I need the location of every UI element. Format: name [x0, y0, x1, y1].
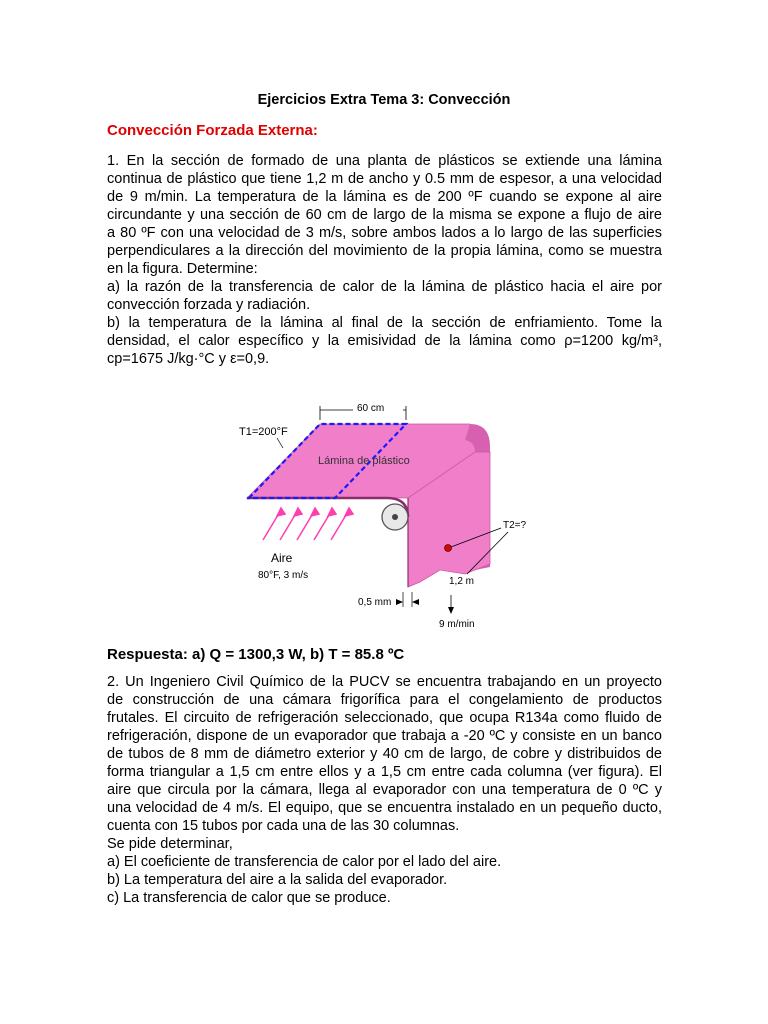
- t2-marker: [445, 545, 452, 552]
- t1-leader: [277, 438, 283, 448]
- text-line: cp=1675 J/kg·°C y ε=0,9.: [107, 351, 270, 367]
- roller-axle: [392, 514, 398, 520]
- text-line: a 80 ºF con una velocidad de 3 m/s, sobre ambos lados a lo largo de las superficies: [107, 225, 662, 241]
- exercise-1-text: [107, 152, 662, 368]
- text-line: continua de plástico que tiene 1,2 m de ancho y 0.5 mm de espesor, a una velocidad: [107, 171, 662, 187]
- text-line: aire que circula por la cámara, llega al evaporador con una temperatura de 0 ºC y: [107, 782, 662, 798]
- document-title: Ejercicios Extra Tema 3: Convección: [257, 92, 511, 108]
- plastic-sheet-figure: [225, 392, 535, 632]
- text-line: b) La temperatura del aire a la salida del evaporador.: [107, 872, 448, 888]
- text-line: una velocidad de 4 m/s. El equipo, que se encuentra instalado en un pequeño ducto,: [107, 800, 662, 816]
- text-line: convección forzada y radiación.: [107, 297, 311, 313]
- text-line: forma triangular a 1,5 cm entre ellos y a 1,5 cm entre cada columna (ver figura). El: [107, 764, 662, 780]
- text-line: a) la razón de la transferencia de calor de la lámina de plástico hacia el aire por: [107, 279, 662, 295]
- text-line: densidad, el calor específico y la emisividad de la lámina como ρ=1200 kg/m³,: [107, 333, 662, 349]
- t1-label: T1=200°F: [239, 426, 288, 438]
- width-label: 1,2 m: [449, 576, 475, 587]
- speed-label: 9 m/min: [439, 619, 475, 630]
- t2-label: T2=?: [503, 520, 527, 531]
- text-line: refrigeración, dispone de un evaporador que trabaja a -20 ºC y consiste en un banco: [107, 728, 662, 744]
- thickness-label: 0,5 mm: [358, 597, 392, 608]
- text-line: de tubos de 8 mm de diámetro exterior y 40 cm de largo, de cobre y distribuidos de: [107, 746, 662, 762]
- text-line: Se pide determinar,: [107, 836, 233, 852]
- exercise-2-text: [107, 673, 662, 907]
- length-label: 60 cm: [357, 403, 385, 414]
- text-line: 1. En la sección de formado de una planta de plásticos se extiende una lámina: [107, 153, 662, 169]
- speed-arrowhead: [448, 607, 454, 614]
- text-line: a) El coeficiente de transferencia de calor por el lado del aire.: [107, 854, 502, 870]
- air-label: Aire: [271, 551, 293, 565]
- text-line: de 9 m/min. La temperatura de la lámina es de 200 ºF cuando se expone al aire: [107, 189, 662, 205]
- section-heading: Convección Forzada Externa:: [107, 122, 318, 139]
- text-line: cuenta con 15 tubos por cada una de las 30 columnas.: [107, 818, 460, 834]
- text-line: en la figura. Determine:: [107, 261, 258, 277]
- answer-line: Respuesta: a) Q = 1300,3 W, b) T = 85.8 ºC: [107, 646, 405, 663]
- text-line: b) la temperatura de la lámina al final de la sección de enfriamiento. Tome la: [107, 315, 662, 331]
- text-line: perpendiculares a la dirección del movimiento de la propia lámina, como se muestra: [107, 243, 662, 259]
- text-line: 2. Un Ingeniero Civil Químico de la PUCV se encuentra trabajando en un proyecto: [107, 674, 662, 690]
- thickness-arrow: [412, 599, 419, 605]
- thickness-arrow: [396, 599, 403, 605]
- text-line: circundante y una sección de 60 cm de largo de la misma se expone a flujo de aire: [107, 207, 662, 223]
- text-line: c) La transferencia de calor que se produce.: [107, 890, 391, 906]
- sheet-label: Lámina de plástico: [318, 455, 410, 467]
- text-line: de construcción de una cámara frigorífica para el congelamiento de productos: [107, 692, 662, 708]
- air-flow-arrows: [263, 508, 353, 540]
- air-conditions-label: 80°F, 3 m/s: [258, 570, 309, 581]
- text-line: frutales. El circuito de refrigeración seleccionado, que ocupa R134a como fluido de: [107, 710, 662, 726]
